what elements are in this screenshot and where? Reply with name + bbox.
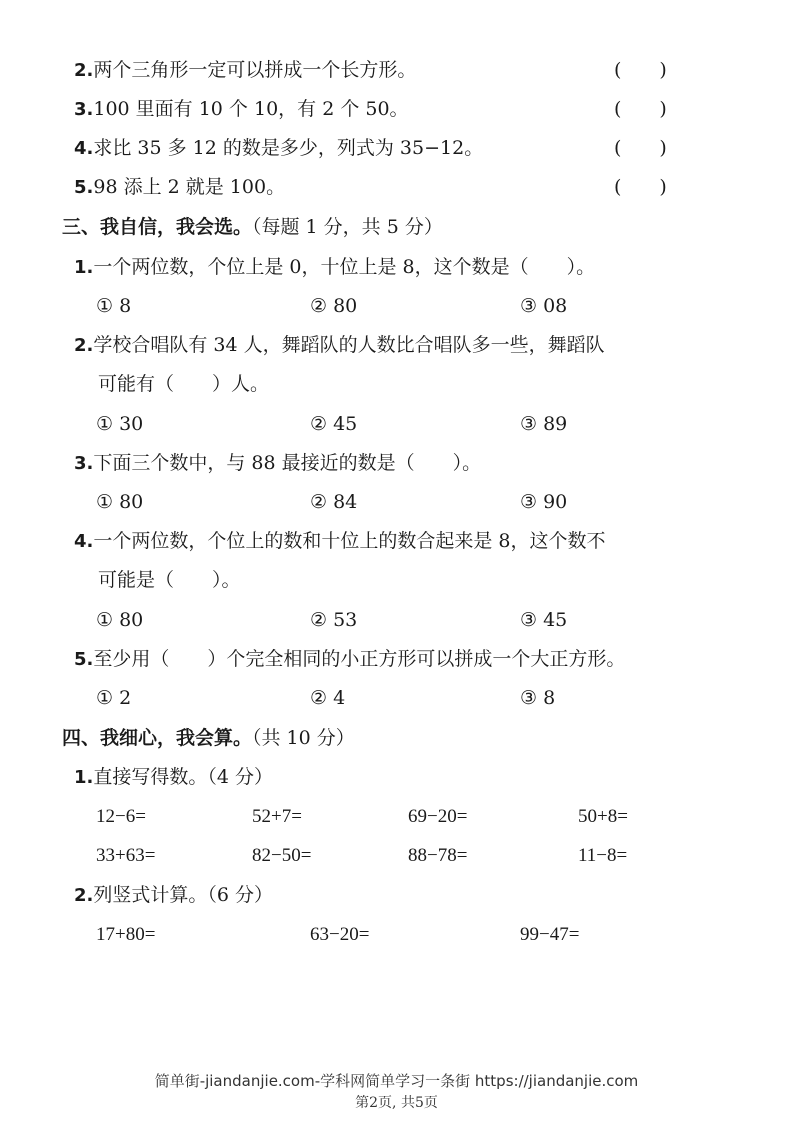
- calc-1-expr[interactable]: 50+8=: [578, 806, 628, 827]
- calc-2-title: 2.列竖式计算。（6 分）: [74, 884, 274, 906]
- choice-1-option-1[interactable]: ① 8: [96, 295, 132, 317]
- calc-1-expr[interactable]: 11−8=: [578, 845, 628, 866]
- choice-item-1: 1.一个两位数，个位上是 0，十位上是 8，这个数是（ ）。: [74, 256, 596, 278]
- choice-5-option-3[interactable]: ③ 8: [520, 687, 556, 709]
- choice-3-option-2[interactable]: ② 84: [310, 491, 358, 513]
- choice-1-option-2[interactable]: ② 80: [310, 295, 358, 317]
- tf-item-3: 3.100 里面有 10 个 10，有 2 个 50。: [74, 98, 409, 120]
- section-3-heading: 三、我自信，我会选。（每题 1 分，共 5 分）: [62, 216, 443, 238]
- choice-item-3: 3.下面三个数中，与 88 最接近的数是（ ）。: [74, 452, 482, 474]
- choice-item-4: 4.一个两位数，个位上的数和十位上的数合起来是 8，这个数不: [74, 530, 606, 552]
- calc-1-expr[interactable]: 88−78=: [408, 845, 468, 866]
- calc-2-expr[interactable]: 17+80=: [96, 924, 156, 945]
- choice-4-option-1[interactable]: ① 80: [96, 609, 144, 631]
- choice-item-5: 5.至少用（ ）个完全相同的小正方形可以拼成一个大正方形。: [74, 648, 626, 670]
- calc-1-title: 1.直接写得数。（4 分）: [74, 766, 274, 788]
- tf-answer-blank-3[interactable]: ( ): [614, 98, 667, 120]
- section-4-heading: 四、我细心，我会算。（共 10 分）: [62, 727, 355, 749]
- tf-item-5: 5.98 添上 2 就是 100。: [74, 176, 286, 198]
- choice-2-option-3[interactable]: ③ 89: [520, 413, 568, 435]
- choice-3-option-1[interactable]: ① 80: [96, 491, 144, 513]
- tf-answer-blank-4[interactable]: ( ): [614, 137, 667, 159]
- calc-2-expr[interactable]: 63−20=: [310, 924, 370, 945]
- choice-4-option-3[interactable]: ③ 45: [520, 609, 568, 631]
- choice-2-option-1[interactable]: ① 30: [96, 413, 144, 435]
- calc-1-expr[interactable]: 33+63=: [96, 845, 156, 866]
- choice-2-option-2[interactable]: ② 45: [310, 413, 358, 435]
- calc-1-expr[interactable]: 82−50=: [252, 845, 312, 866]
- tf-item-2: 2.两个三角形一定可以拼成一个长方形。: [74, 59, 417, 81]
- choice-3-option-3[interactable]: ③ 90: [520, 491, 568, 513]
- calc-2-expr[interactable]: 99−47=: [520, 924, 580, 945]
- choice-1-option-3[interactable]: ③ 08: [520, 295, 568, 317]
- choice-item-4-continued: 可能是（ ）。: [98, 569, 241, 591]
- calc-1-expr[interactable]: 12−6=: [96, 806, 146, 827]
- calc-1-expr[interactable]: 69−20=: [408, 806, 468, 827]
- choice-4-option-2[interactable]: ② 53: [310, 609, 358, 631]
- tf-answer-blank-2[interactable]: ( ): [614, 59, 667, 81]
- tf-item-4: 4.求比 35 多 12 的数是多少，列式为 35−12。: [74, 137, 484, 159]
- choice-item-2: 2.学校合唱队有 34 人，舞蹈队的人数比合唱队多一些，舞蹈队: [74, 334, 605, 356]
- footer-page-number: 第2页, 共5页: [355, 1095, 438, 1111]
- choice-item-2-continued: 可能有（ ）人。: [98, 373, 270, 395]
- footer-source: 简单街-jiandanjie.com-学科网简单学习一条街 https://jiandanjie.com: [154, 1072, 639, 1090]
- choice-5-option-1[interactable]: ① 2: [96, 687, 132, 709]
- tf-answer-blank-5[interactable]: ( ): [614, 176, 667, 198]
- calc-1-expr[interactable]: 52+7=: [252, 806, 302, 827]
- choice-5-option-2[interactable]: ② 4: [310, 687, 346, 709]
